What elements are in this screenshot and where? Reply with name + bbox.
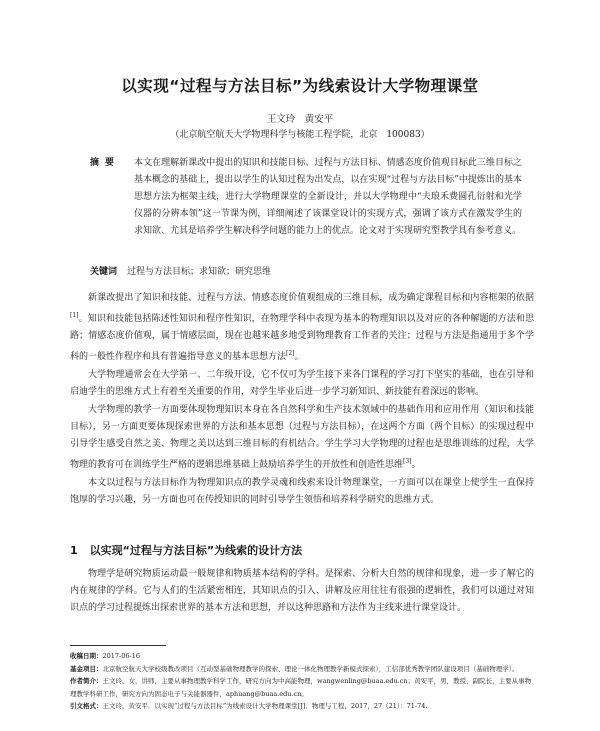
footnote-text: 北京航空航天大学校级教改项目（互动型基础物理教学的探索、理论一体化物理教学新模式探索），工信部优秀教学团队建设项目（基础物理学）。 (102, 664, 519, 673)
paragraph-4: 本文以过程与方法目标作为物理知识点的教学灵魂和线索来设计物理课堂，一方面可以在课堂上使学生一直保持饱厚的学习兴趣，另一方面也可在传授知识的同时引导学生领悟和培养科学研究的思维方式。 (70, 478, 534, 505)
footnote-citation (70, 700, 534, 713)
paragraph-3-text: 大学物理的教学一方面要体现物理知识本身在各自然科学和生产技术领域中的基础作用和应用作用（知识和技能目标），另一方面更要体现探索世界的方法和基本思想（过程与方法目标），在这两个方面（两个目标）的实现过程中引导学生感受自然之美、物理之美以达到三维目标的有机结合。学生学习大学物理的过程也是思维训练的过程，大学物理的教育可在训练学生严格的逻辑思维基础上鼓励培养学生的开放性和创造性思维 (70, 405, 534, 470)
footnote-label: 收稿日期： (70, 652, 103, 660)
paragraph-3 (70, 402, 534, 474)
footnote-label: 引文格式： (70, 702, 103, 710)
section-heading (70, 542, 534, 558)
footnotes (70, 650, 534, 713)
keywords-text: 过程与方法目标；求知欲；研究思维 (127, 267, 272, 277)
citation-ref: [1] (70, 312, 79, 319)
section-number: 1 (70, 544, 78, 557)
paragraph-3-end: 。 (411, 460, 421, 470)
keywords (90, 264, 520, 277)
paragraph-1-rest: 。知识和技能包括陈述性知识和程序性知识，在物理学科中表现为基本的物理知识以及对应的各种解题的方法和思路；情感态度价值观，属于情感层面，现在也越来越多地受到物理教育工作者的关注；过程与方法是指通用于多个学科的一般性作程序和具有普遍指导意义的基本思想方法 (70, 314, 534, 362)
abstract-text: 本文在理解新课改中提出的知识和技能目标、过程与方法目标、情感态度价值观目标此三维目标之基本概念的基础上，提出以学生的认知过程为出发点，以在实现“过程与方法目标”中提炼出的基本思想方法为框架主线，进行大学物理课堂的全新设计，并以大学物理中“夫琅禾费圆孔衍射和光学仪器的分辨本领”这一节课为例，详细阐述了该课堂设计的实现方式，强调了该方式在激发学生的求知欲、尤其是培养学生解决科学问题的能力上的优点。论文对于实现研究型教学具有参考意义。 (134, 158, 522, 236)
footnote-divider (70, 645, 166, 646)
paragraph-1 (70, 290, 534, 366)
paragraph-1-end: 。 (294, 352, 304, 362)
abstract (92, 155, 522, 240)
footnote-text: 2017-06-16 (102, 652, 140, 660)
footnote-author (70, 675, 534, 700)
section-title: 以实现“过程与方法目标”为线索的设计方法 (89, 544, 303, 557)
footnote-text: 王文玲，黄安平．以实现“过程与方法目标”为线索设计大学物理课堂[J]．物理与工程，2017，27（21）：71-74. (102, 702, 428, 710)
paragraph-1-text: 新课改提出了知识和技能、过程与方法、情感态度价值观组成的三维目标，成为确定课程目标和内容框架的依据 (88, 293, 534, 303)
paper-authors: 王文玲 黄安平 (266, 114, 334, 125)
paper-title: 以实现“过程与方法目标”为线索设计大学物理课堂 (121, 77, 479, 95)
body-text (70, 290, 534, 510)
paper-affiliation: （北京航空航天大学物理科学与核能工程学院，北京 100083） (170, 130, 430, 140)
section-body (70, 566, 534, 617)
footnote-received (70, 650, 534, 663)
footnote-text: 王文玲，女，讲师，主要从事物理教学科学工作，研究方向为中高能物理，wangwenling@buaa.edu.cn；黄安平，男，教授，副院长，主要从事物理教学科研工作，研究方向为固态电子与关能器器件，aphuang@buaa.edu.cn。 (70, 677, 532, 698)
footnote-fund (70, 663, 534, 676)
citation-ref: [3] (403, 458, 412, 465)
citation-ref: [2] (286, 350, 295, 357)
footnote-label: 作者简介： (70, 677, 103, 685)
footnote-label: 基金项目： (70, 664, 103, 673)
paragraph-2: 大学物理通常会在大学第一、二年级开设，它不仅可为学生接下来各门课程的学习打下坚实的基础，也在引导和启迪学生的思维方式上有着至关重要的作用，对学生毕业后进一步学习新知识、新技能有着深远的影响。 (70, 370, 534, 397)
abstract-label: 摘要 (90, 158, 121, 168)
keywords-label: 关键词 (90, 267, 118, 277)
section-paragraph: 物理学是研究物质运动最一般规律和物质基本结构的学科。是探索、分析大自然的规律和现象，进一步了解它的内在规律的学科。它与人们的生活紧密相连，其知识点的引入、讲解及应用往往有很强的逻辑性，我们可以通过对知识点的学习过程提炼出探索世界的基本方法和思想，并以这种思路和方法作为主线来进行课堂设计。 (70, 569, 534, 613)
